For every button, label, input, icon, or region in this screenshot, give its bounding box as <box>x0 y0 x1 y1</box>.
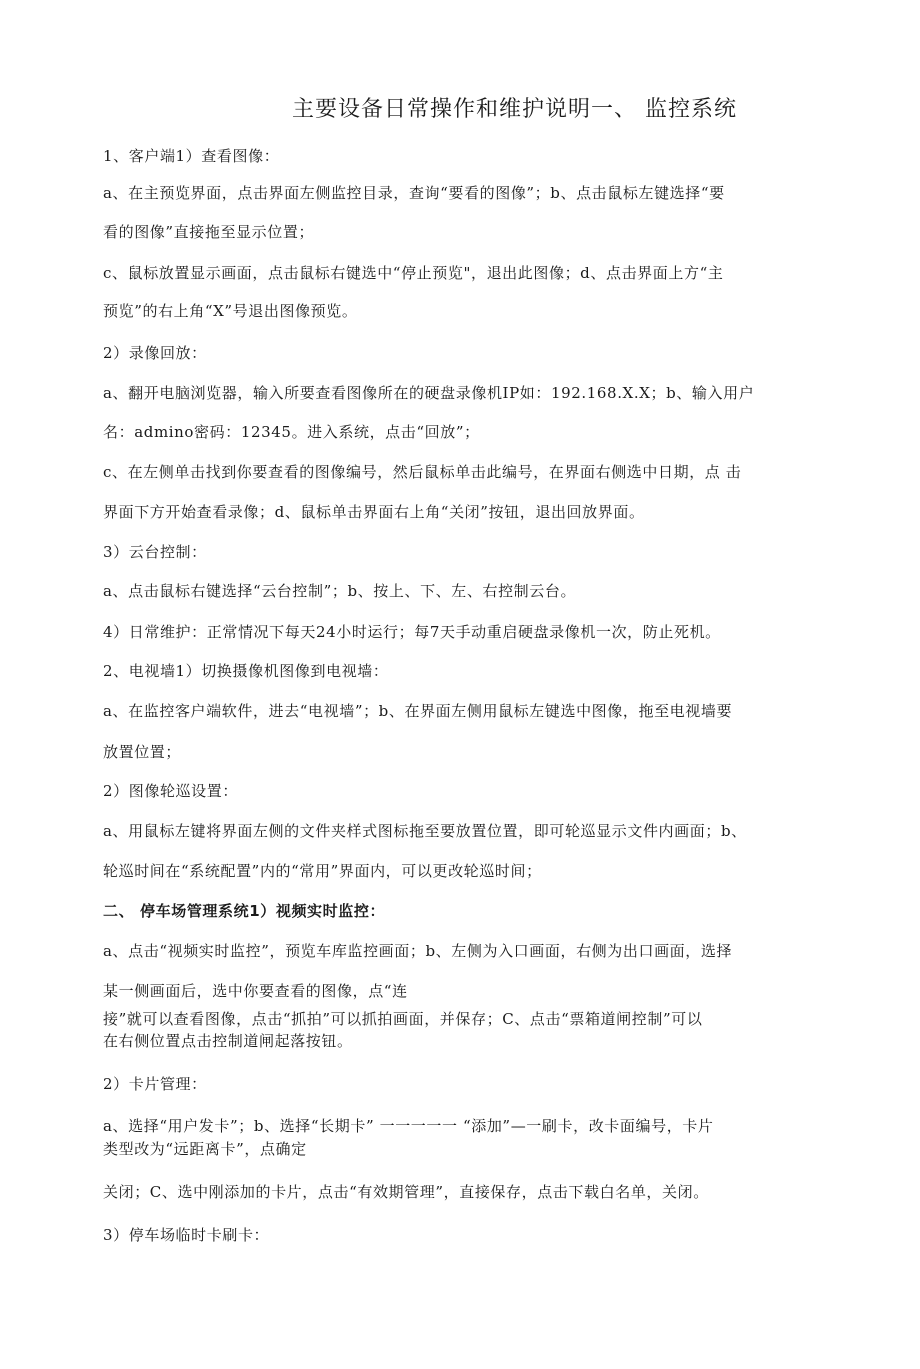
text-line: 在右侧位置点击控制道闸起落按钮。 <box>103 1032 353 1050</box>
section-heading: 二、 停车场管理系统1）视频实时监控： <box>103 902 386 920</box>
document-title: 主要设备日常操作和维护说明一、 监控系统 <box>292 97 737 122</box>
text-line: a、点击“视频实时监控”，预览车库监控画面；b、左侧为入口画面，右侧为出口画面，选择 <box>103 942 733 960</box>
text-line: 2）图像轮巡设置： <box>103 782 238 800</box>
text-line: 轮巡时间在“系统配置”内的“常用”界面内，可以更改轮巡时间； <box>103 862 542 880</box>
text-line: c、在左侧单击找到你要查看的图像编号，然后鼠标单击此编号，在界面右侧选中日期，点 击 <box>103 463 742 481</box>
text-line: a、点击鼠标右键选择“云台控制”；b、按上、下、左、右控制云台。 <box>103 582 577 600</box>
text-line: 名：admino密码：12345。进入系统，点击“回放”； <box>103 423 480 441</box>
text-line: 放置位置； <box>103 743 182 761</box>
text-line: a、选择“用户发卡”；b、选择“长期卡” 一一一一一 “添加”—一刷卡，改卡面编号，卡片 <box>103 1117 714 1135</box>
text-line: a、在监控客户端软件，进去“电视墙”；b、在界面左侧用鼠标左键选中图像，拖至电视墙要 <box>103 702 733 720</box>
text-line: a、翻开电脑浏览器，输入所要查看图像所在的硬盘录像机IP如：192.168.X.X；b、输入用户 <box>103 384 755 402</box>
text-line: 类型改为“远距离卡”，点确定 <box>103 1140 307 1158</box>
text-line: 3）停车场临时卡刷卡： <box>103 1226 270 1244</box>
text-line: 某一侧画面后，选中你要查看的图像，点“连 <box>103 982 408 1000</box>
text-line: 2、电视墙1）切换摄像机图像到电视墙： <box>103 662 389 680</box>
text-line: 4）日常维护：正常情况下每天24小时运行；每7天手动重启硬盘录像机一次，防止死机。 <box>103 623 721 641</box>
text-line: 看的图像”直接拖至显示位置； <box>103 223 315 241</box>
text-line: 关闭；C、选中刚添加的卡片，点击“有效期管理”，直接保存，点击下载白名单，关闭。 <box>103 1183 709 1201</box>
text-line: 2）录像回放： <box>103 344 207 362</box>
text-line: a、在主预览界面，点击界面左侧监控目录，查询“要看的图像”；b、点击鼠标左键选择“要 <box>103 184 725 202</box>
text-line: 1、客户端1）查看图像： <box>103 147 280 165</box>
text-line: a、用鼠标左键将界面左侧的文件夹样式图标拖至要放置位置，即可轮巡显示文件内画面；b、 <box>103 822 747 840</box>
text-line: 界面下方开始查看录像；d、鼠标单击界面右上角“关闭”按钮，退出回放界面。 <box>103 503 645 521</box>
text-line: 3）云台控制： <box>103 543 207 561</box>
text-line: 接”就可以查看图像，点击“抓拍”可以抓拍画面，并保存；C、点击“票箱道闸控制”可以 <box>103 1010 703 1028</box>
text-line: 预览”的右上角“X”号退出图像预览。 <box>103 302 358 320</box>
text-line: c、鼠标放置显示画面，点击鼠标右键选中“停止预览"，退出此图像；d、点击界面上方“主 <box>103 264 724 282</box>
text-line: 2）卡片管理： <box>103 1075 207 1093</box>
